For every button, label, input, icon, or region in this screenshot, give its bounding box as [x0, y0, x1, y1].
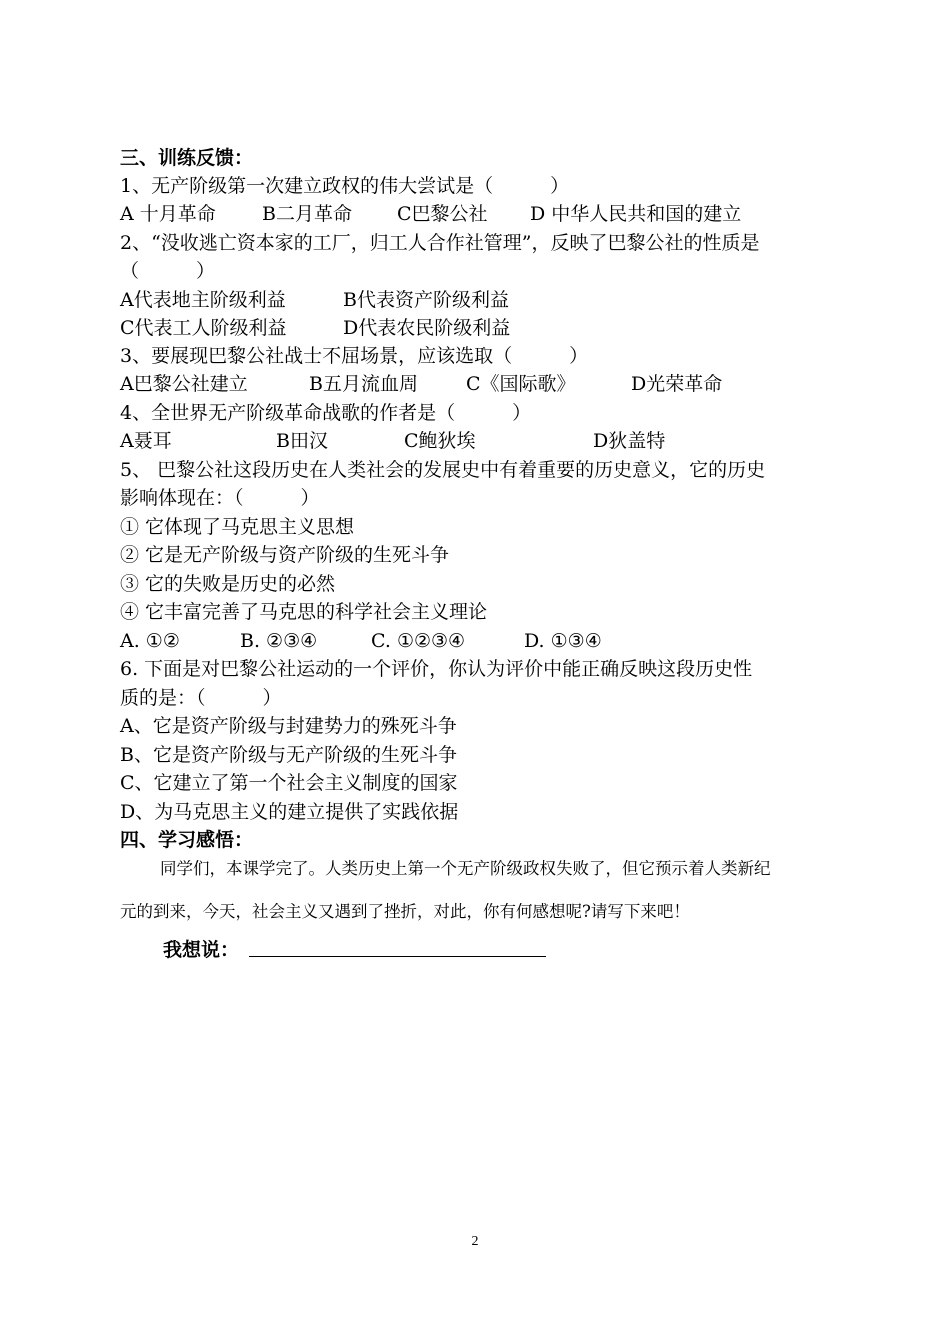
q4-stem: 4、全世界无产阶级革命战歌的作者是（ ） [120, 402, 532, 424]
q3-option-b: B五月流血周 [309, 373, 418, 395]
q3-option-d: D光荣革命 [631, 373, 723, 395]
q6-option-a: A、它是资产阶级与封建势力的殊死斗争 [120, 715, 457, 737]
my-thoughts-label: 我想说： [163, 939, 240, 961]
q6-stem-line1: 6. 下面是对巴黎公社运动的一个评价，你认为评价中能正确反映这段历史性 [120, 658, 753, 680]
q4-option-a: A聂耳 [120, 430, 172, 452]
q5-option-c: C. ①②③④ [371, 630, 466, 652]
q6-stem-line2: 质的是：（ ） [120, 687, 282, 709]
my-thoughts-answer-line[interactable] [249, 956, 546, 957]
q5-stem-line2: 影响体现在：（ ） [120, 487, 320, 509]
q4-option-b: B田汉 [276, 430, 328, 452]
q2-stem-line2: （ ） [120, 260, 216, 282]
q6-option-d: D、为马克思主义的建立提供了实践依据 [120, 801, 459, 823]
q2-stem-line1: 2、“没收逃亡资本家的工厂，归工人合作社管理”，反映了巴黎公社的性质是 [120, 232, 760, 254]
q2-option-c: C代表工人阶级利益 [120, 317, 287, 339]
section3-heading: 三、训练反馈： [120, 147, 254, 169]
q1-option-a: A 十月革命 [120, 203, 216, 225]
q2-option-b: B代表资产阶级利益 [343, 289, 509, 311]
section4-heading: 四、学习感悟： [120, 829, 254, 851]
q5-option-a: A. ①② [120, 630, 180, 652]
reflection-paragraph-line1: 同学们，本课学完了。人类历史上第一个无产阶级政权失败了，但它预示着人类新纪 [160, 859, 771, 878]
page-number: 2 [471, 1234, 479, 1249]
q4-option-d: D狄盖特 [593, 430, 666, 452]
q1-option-d: D 中华人民共和国的建立 [530, 203, 742, 225]
q1-stem: 1、无产阶级第一次建立政权的伟大尝试是（ ） [120, 175, 570, 197]
q2-option-a: A代表地主阶级利益 [120, 289, 286, 311]
q1-option-b: B二月革命 [262, 203, 352, 225]
q1-option-c: C巴黎公社 [397, 203, 488, 225]
q5-item-1: ① 它体现了马克思主义思想 [120, 516, 355, 538]
q5-option-b: B. ②③④ [240, 630, 318, 652]
q5-item-4: ④ 它丰富完善了马克思的科学社会主义理论 [120, 601, 488, 623]
q3-option-a: A巴黎公社建立 [120, 373, 248, 395]
q3-stem: 3、要展现巴黎公社战士不屈场景，应该选取（ ） [120, 345, 589, 367]
q5-item-3: ③ 它的失败是历史的必然 [120, 573, 336, 595]
q6-option-c: C、它建立了第一个社会主义制度的国家 [120, 772, 458, 794]
q2-option-d: D代表农民阶级利益 [343, 317, 511, 339]
q5-item-2: ② 它是无产阶级与资产阶级的生死斗争 [120, 544, 450, 566]
q5-stem-line1: 5、 巴黎公社这段历史在人类社会的发展史中有着重要的历史意义，它的历史 [120, 459, 766, 481]
q4-option-c: C鲍狄埃 [404, 430, 476, 452]
reflection-paragraph-line2: 元的到来，今天，社会主义又遇到了挫折，对此，你有何感想呢?请写下来吧！ [120, 902, 690, 921]
q6-option-b: B、它是资产阶级与无产阶级的生死斗争 [120, 744, 457, 766]
q3-option-c: C《国际歌》 [466, 373, 576, 395]
q5-option-d: D. ①③④ [524, 630, 602, 652]
